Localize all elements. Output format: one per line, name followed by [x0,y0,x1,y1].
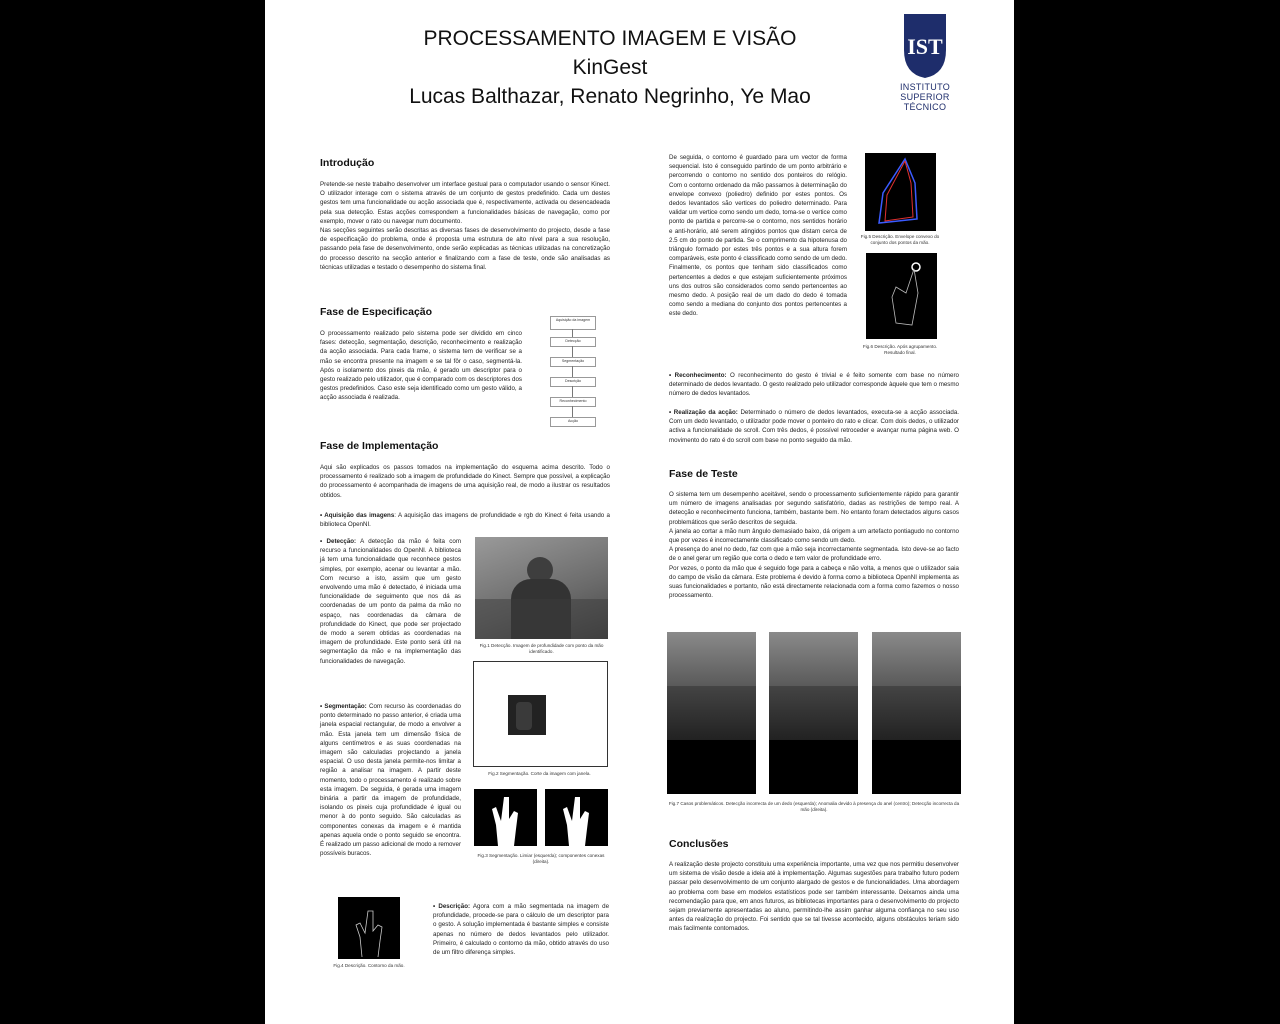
intro-paragraph-1: Pretende-se neste trabalho desenvolver um interface gestual para o computador usando o sensor Kinect. O utilizador interage com o sistema através de um conjunto de gestos predefinido. Cada um destes gestos tem uma funcionalidade ou acção associada que é, respectivamente, activada ou desencadeada pela sua detecção. Estas acções correspondem a funcionalidades básicas de navegação, como por exemplo, mover o rato ou navegar num documento. [320,181,610,225]
fig5-caption: Fig.5 Descrição. Envelope convexo do conjunto dos pontos da mão. [860,234,940,245]
flow-arrow [572,329,573,337]
detection-body: A detecção da mão é feita com recurso a funcionalidades do OpenNI. A biblioteca já tem uma funcionalidade que reconhece gestos simples, por exemplo, acenar ou levantar a mão. Com recurso a isto, assim que um gesto envolvendo uma mão é detectado, é iniciada uma funcionalidade de seguimento que nos dá as coordenadas de um ponto da palma da mão no espaço, nas coordenadas da câmara de profundidade do Kinect, que pode ser projectado de modo a serem obtidas as coordenadas na imagem de profundidade. Este ponto será útil na segmentação da mão e na implementação das funcionalidades de navegação. [320,538,461,665]
detection-label: • Detecção: [320,538,357,545]
segmentation-text [320,702,461,858]
fingertip-marker-icon [866,253,937,339]
logo-line-1: INSTITUTO [899,82,951,92]
flow-arrow [572,386,573,397]
fig6-grouping-image [866,253,937,339]
fig7-panel-left [667,632,756,794]
fig2-window-image [473,661,608,767]
fig3-components-image [545,789,608,846]
flow-step-recognition: Reconhecimento [550,397,596,407]
flow-arrow [572,346,573,357]
title-line-2: KinGest [572,56,648,79]
flow-arrow [572,366,573,377]
description-body: Agora com a mão segmentada na imagem de profundidade, procede-se para o cálculo de um descriptor para o gesto. A solução implementada é bastante simples e consiste apenas no número de dedos levantados pelo utilizador. Primeiro, é calculado o contorno da mão, obtido através do uso de um filtro diferença simples. [433,903,610,957]
conclusions-text: A realização deste projecto constituiu uma experiência importante, uma vez que nos permitiu desenvolver um sistema de visão desde a ideia até à implementação. Algumas sugestões para trabalho futuro podem passar pelo desenvolvimento de um conjunto alargado de gestos e de funcionalidades. Uma abordagem ao problema com base em modelos estatísticos pode ser também interessante. Deixamos ainda uma recomendação para que, em anos futuros, as bibliotecas importantes para o desenvolvimento do projecto sejam previamente apresentadas ao aluno, permitindo-lhe assim ganhar alguma confiança no seu uso antes da realização do projecto. Foi sentido que se tal tivesse acontecido, alguns obstáculos teriam sido mais facilmente contornados. [669,861,959,933]
spec-heading: Fase de Especificação [320,306,433,318]
title-line-3: Lucas Balthazar, Renato Negrinho, Ye Mao [409,85,811,108]
logo-line-3: TÉCNICO [903,102,947,112]
ist-shield-icon [890,12,960,80]
fig4-contour-image [338,897,400,959]
title-line-1: PROCESSAMENTO IMAGEM E VISÃO [423,27,797,50]
test-heading: Fase de Teste [669,468,738,480]
intro-paragraph-2: Nas secções seguintes serão descritas as diversas fases de desenvolvimento do projecto, desde a fase de especificação do problema, onde é proposta uma estrutura de alto nível para a sua resolução, passando pela fase de desenvolvimento, onde serão explicadas as técnicas utilizadas na concretização do processo descrito na secção anterior e finalizando com a fase de teste, onde são analisadas as técnicas utilizadas e testado o desempenho do sistema final. [320,227,610,271]
action-body: Determinado o número de dedos levantados, executa-se a acção associada. Com um dedo levantado, o utilizador pode mover o ponteiro do rato e clicar. Com dois dedos, o utilizador activa a funcionalidade de scroll. Com três dedos, é possível retroceder e avançar numa página web. O movimento do rato é do scroll com base no ponto seguido da mão. [669,409,959,444]
acquisition-text [320,511,610,529]
fig3-threshold-image [474,789,537,846]
intro-heading: Introdução [320,157,375,169]
test-paragraph-2: A janela ao cortar a mão num ângulo demasiado baixo, dá origem a um artefacto pontiagudo no contorno que por vezes é incorrectamente classificado como sendo um dedo. [669,527,959,545]
fig6-caption: Fig.6 Descrição. Após agrupamento. Resultado final. [862,344,938,355]
ist-logo [890,12,960,122]
fig7-panel-center [769,632,858,794]
fig1-caption: Fig.1 Detecção. Imagem de profundidade com ponto da mão identificado. [479,643,604,654]
fig2-caption: Fig.2 Segmentação. Corte da imagem com janela. [488,771,591,776]
acquisition-body: : A aquisição das imagens de profundidade e rgb do Kinect é feita usando a biblioteca OpenNI. [320,512,610,529]
test-paragraph-3: A presença do anel no dedo, faz com que a mão seja incorrectamente segmentada. Isto deve-se ao facto de o anel gerar um região que corta o dedo e tem valor de profundidade erro. [669,546,959,563]
description-text [433,902,609,957]
fig7-panel-right [872,632,961,794]
description-label: • Descrição: [433,903,471,910]
action-label: • Realização da acção: [669,409,738,416]
poster [265,0,1014,1024]
poster-title [265,24,955,111]
spec-text: O processamento realizado pelo sistema pode ser dividido em cinco fases: detecção, segmentação, descrição, reconhecimento e realização da acção associada. Para cada frame, o sistema tem de verificar se a mão se encontra presente na imagem e se tal fôr o caso, segmentá-la. Após o isolamento dos pixeis da mão, é gerado um descriptor para o gesto realizado pelo utilizador, que é comparado com os descriptores dos gestos predefinidos. Caso este seja identificado como um gesto válido, a acção associada é realizada. [320,330,522,402]
fig7-caption: Fig.7 Casos problemáticos. Detecção incorrecta de um dedo (esquerda); Anomalia devido à presença do anel (centro); Detecção incorrecta da mão (direita). [668,801,960,812]
impl-heading: Fase de Implementação [320,440,439,452]
segmentation-label: • Segmentação: [320,703,367,710]
flow-step-segmentation: Segmentação [550,357,596,367]
test-paragraph-1: O sistema tem um desempenho aceitável, sendo o processamento suficientemente rápido para garantir um número de imagens analisadas por segundo satisfatório, dadas as restrições de tempo real. A detecção e reconhecimento funciona, também, bastante bem. No entanto foram detectados alguns casos problemáticos que serão descritos de seguida. [669,491,959,526]
recognition-body: O reconhecimento do gesto é trivial e é feito somente com base no número determinado de dedos levantado. O gesto realizado pelo utilizador corresponde àquele que tem o mesmo número de dedos levantados. [669,372,959,398]
hand-contour-icon [338,897,400,959]
logo-line-2: SUPERIOR [900,92,950,102]
hand-silhouette-icon [545,789,608,846]
conclusions-heading: Conclusões [669,838,729,850]
fig4-caption: Fig.4 Descrição. Contorno da mão. [333,963,405,968]
flow-step-detection: Detecção [550,337,596,347]
contour-text: De seguida, o contorno é guardado para um vector de forma sequencial. Isto é conseguido partindo de um ponto arbitrário e percorrendo o contorno no sentido dos ponteiros do relógio. Com o contorno ordenado da mão passamos à determinação do envelope convexo (poliedro) definido por estes pontos. Os dedos levantados são vertices do poliedro determinado. Para validar um vertice como sendo um dedo, toma-se o vertice como ponto de partida e percorre-se o contorno, nos sentidos horário e anti-horário, até serem atingidos pontos que distam cerca de 2.5 cm do ponto de partida. Se o comprimento da hipotenusa do triângulo formado por estes três pontos e a sua altura forem comparáveis, este ponto é classificado como sendo de um dedo. Finalmente, os pontos que tenham sido classificados como pertencentes a dedos e que estejam suficientemente próximos uns dos outros são considerados como sendo pertencentes ao mesmo dedo. A posição real de um dado do dedo é tomada como sendo a mediana do conjunto dos pontos pertencentes a este dedo. [669,154,847,318]
flow-step-description: Descrição [550,377,596,387]
recognition-text [669,371,959,399]
acquisition-label: • Aquisição das imagens [320,512,395,519]
fig1-depth-image [475,537,608,639]
test-paragraph-4: Por vezes, o ponto da mão que é seguido foge para a cabeça e não volta, a menos que o utilizador saia do campo de visão da câmara. Este problema é devido à forma como a biblioteca OpenNI implementa as suas funcionalidades e portanto, não está directamente relacionada com a forma como fazemos o nosso processamento. [669,564,959,600]
detection-text [320,537,461,666]
hand-silhouette-icon [474,789,537,846]
convex-hull-icon [865,153,936,231]
recognition-label: • Reconhecimento: [669,372,727,379]
intro-text [320,180,610,272]
segmentation-body: Com recurso às coordenadas do ponto determinado no passo anterior, é criada uma janela espacial rectangular, de modo a envolver a mão. Esta janela tem um dimensão física de alguns centímetros e as suas coordenadas na imagem são calculadas projectando a janela espacial. O uso desta janela permite-nos limitar a região a analisar na imagem. A partir deste momento, todo o processamento é realizado sobre esta imagem. De seguida, é gerada uma imagem binária a partir da imagem de profundidade, isolando os pixeis cuja profundidade é igual ou menor à do ponto seguido. São calculadas as componentes conexas da imagem e é mantida apenas aquela onde o ponto seguido se encontra. É realizado um passo adicional de modo a remover possíveis buracos. [320,703,462,858]
flow-step-acquisition: Aquisição da imagem [550,316,596,330]
fig5-convex-hull-image [865,153,936,231]
flow-step-action: Acção [550,417,596,427]
flow-arrow [572,406,573,417]
fig3-caption: Fig.3 Segmentação. Limiar (esquerda); componentes conexas (direita). [477,853,605,864]
action-text [669,408,959,445]
impl-intro-text: Aqui são explicados os passos tomados na implementação do esquema acima descrito. Todo o processamento é realizado sob a imagem de profundidade do Kinect. Sempre que possível, a explicação do processamento é acompanhada de imagens de uma aquisição real, de modo a ilustrar os resultados obtidos. [320,464,610,499]
svg-text:IST: IST [907,34,943,59]
test-text [669,490,959,600]
